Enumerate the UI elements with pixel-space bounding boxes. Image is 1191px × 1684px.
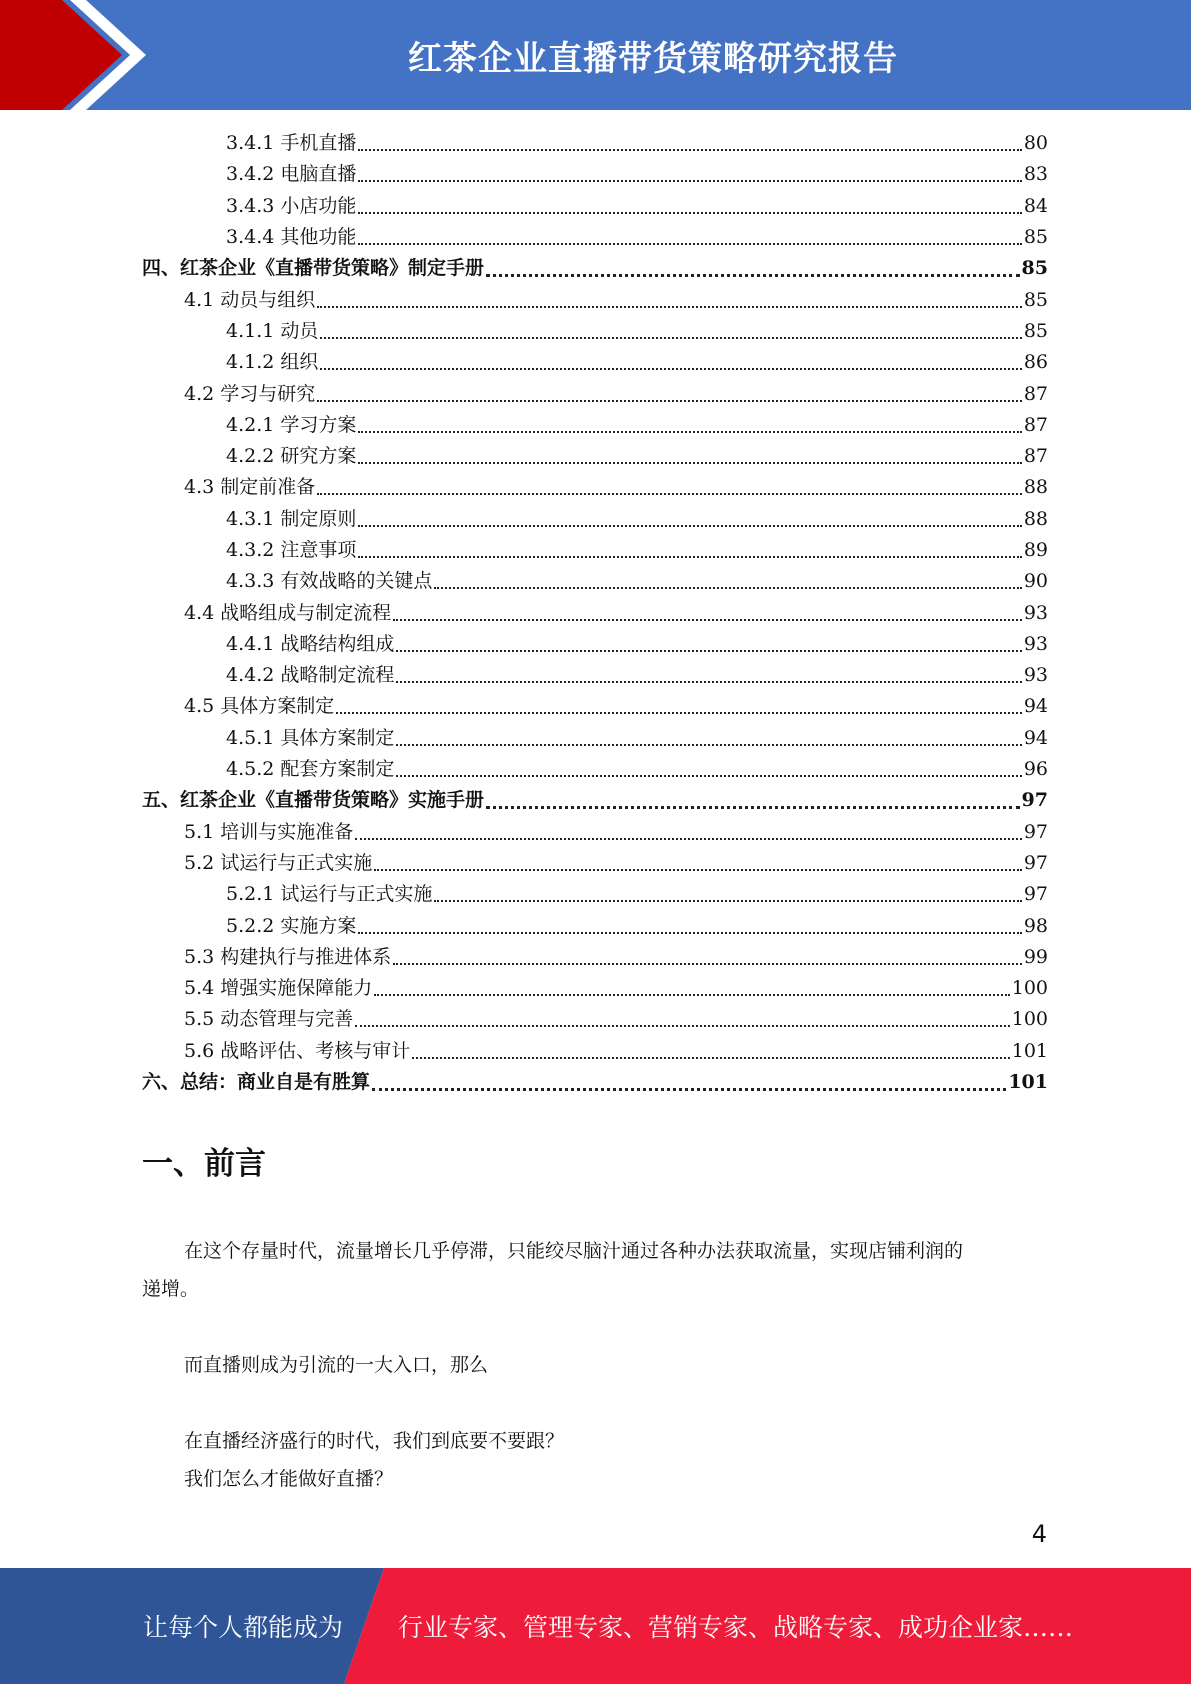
toc-leader-dots (434, 568, 1021, 589)
toc-entry-label: 4.2.2 研究方案 (226, 445, 357, 468)
toc-entry[interactable] (142, 128, 1048, 159)
toc-entry[interactable] (142, 535, 1048, 566)
header-title: 红茶企业直播带货策略研究报告 (408, 38, 898, 79)
paragraph-2-text: 而直播则成为引流的一大入口，那么 (184, 1354, 489, 1376)
toc-leader-dots (317, 287, 1022, 308)
toc-entry[interactable] (142, 1067, 1048, 1098)
toc-leader-dots (358, 537, 1021, 558)
toc-entry-label: 4.1.2 组织 (226, 351, 319, 374)
toc-entry-label: 5.2.1 试运行与正式实施 (226, 883, 433, 906)
toc-entry-label: 5.5 动态管理与完善 (184, 1008, 354, 1031)
toc-entry-page: 80 (1023, 132, 1048, 155)
toc-entry-page: 97 (1023, 883, 1048, 906)
page-header (0, 0, 1191, 110)
toc-entry-label: 4.3 制定前准备 (184, 476, 316, 499)
toc-entry-label: 4.1 动员与组织 (184, 288, 316, 311)
toc-entry[interactable] (142, 504, 1048, 535)
toc-entry-page: 89 (1023, 539, 1048, 561)
toc-leader-dots (412, 1038, 1009, 1059)
toc-entry-page: 100 (1011, 1008, 1048, 1031)
toc-entry-label: 五、红茶企业《直播带货策略》实施手册 (142, 789, 485, 812)
toc-entry-label: 4.3.1 制定原则 (226, 507, 357, 530)
toc-entry[interactable] (142, 879, 1048, 910)
toc-entry[interactable] (142, 817, 1048, 848)
footer-slogan-left: 让每个人都能成为 (143, 1613, 344, 1642)
paragraph-1 (142, 1232, 1048, 1308)
toc-entry[interactable] (142, 848, 1048, 879)
toc-entry-page: 87 (1023, 413, 1048, 436)
toc-entry[interactable] (142, 472, 1048, 503)
paragraph-2 (142, 1346, 1048, 1384)
toc-entry-page: 101 (1008, 1071, 1048, 1094)
toc-leader-dots (372, 1069, 1006, 1091)
toc-leader-dots (358, 443, 1021, 464)
toc-entry-page: 87 (1023, 382, 1048, 405)
toc-entry-label: 3.4.4 其他功能 (226, 226, 357, 249)
toc-leader-dots (396, 725, 1021, 746)
toc-entry-page: 85 (1023, 319, 1048, 342)
toc-entry-label: 4.5.1 具体方案制定 (226, 726, 395, 749)
toc-entry[interactable] (142, 316, 1048, 347)
toc-leader-dots (358, 224, 1021, 245)
toc-leader-dots (358, 506, 1021, 527)
toc-entry-page: 99 (1023, 945, 1048, 968)
toc-entry[interactable] (142, 347, 1048, 378)
toc-entry-label: 3.4.3 小店功能 (226, 194, 357, 217)
paragraph-1-line-2: 递增。 (142, 1278, 200, 1300)
toc-entry-label: 四、红茶企业《直播带货策略》制定手册 (142, 257, 485, 280)
toc-entry-page: 85 (1023, 226, 1048, 249)
toc-leader-dots (358, 412, 1021, 433)
toc-leader-dots (317, 381, 1022, 402)
toc-entry-label: 3.4.2 电脑直播 (226, 163, 357, 186)
toc-entry[interactable] (142, 910, 1048, 941)
toc-entry[interactable] (142, 723, 1048, 754)
toc-entry-page: 86 (1023, 351, 1048, 374)
toc-leader-dots (355, 1006, 1009, 1027)
toc-entry[interactable] (142, 378, 1048, 409)
toc-entry-label: 5.2.2 实施方案 (226, 914, 357, 937)
toc-entry-page: 87 (1023, 445, 1048, 468)
toc-entry-label: 4.5.2 配套方案制定 (226, 758, 395, 781)
toc-leader-dots (393, 600, 1022, 621)
toc-entry-label: 4.2.1 学习方案 (226, 413, 357, 436)
toc-entry[interactable] (142, 660, 1048, 691)
toc-entry[interactable] (142, 410, 1048, 441)
toc-entry[interactable] (142, 1004, 1048, 1035)
toc-leader-dots (320, 318, 1021, 339)
toc-leader-dots (355, 819, 1022, 840)
toc-leader-dots (486, 255, 1020, 277)
toc-entry-label: 5.4 增强实施保障能力 (184, 977, 373, 1000)
footer-slogan-right: 行业专家、管理专家、营销专家、战略专家、成功企业家…… (398, 1613, 1074, 1642)
toc-entry[interactable] (142, 441, 1048, 472)
toc-leader-dots (396, 662, 1021, 683)
paragraph-3 (142, 1422, 1048, 1498)
paragraph-3-text: 在直播经济盛行的时代，我们到底要不要跟？ (184, 1430, 565, 1452)
toc-leader-dots (320, 349, 1021, 370)
paragraph-4-text: 我们怎么才能做好直播？ (184, 1468, 394, 1490)
toc-entry-page: 101 (1011, 1039, 1048, 1062)
toc-leader-dots (358, 913, 1021, 934)
toc-entry-label: 5.6 战略评估、考核与审计 (184, 1039, 411, 1062)
toc-entry-page: 83 (1023, 163, 1048, 186)
toc-leader-dots (486, 787, 1020, 809)
toc-entry[interactable] (142, 222, 1048, 253)
toc-entry[interactable] (142, 785, 1048, 816)
toc-entry-label: 六、总结：商业自是有胜算 (142, 1071, 371, 1094)
toc-entry[interactable] (142, 1036, 1048, 1067)
toc-entry-page: 94 (1023, 726, 1048, 749)
toc-entry[interactable] (142, 629, 1048, 660)
paragraph-1-line-1: 在这个存量时代，流量增长几乎停滞，只能绞尽脑汁通过各种办法获取流量，实现店铺利润的 (184, 1240, 964, 1262)
toc-entry[interactable] (142, 754, 1048, 785)
toc-leader-dots (336, 693, 1022, 714)
toc-entry[interactable] (142, 284, 1048, 315)
toc-leader-dots (317, 474, 1022, 495)
toc-entry-label: 4.4 战略组成与制定流程 (184, 601, 392, 624)
toc-entry-page: 85 (1021, 257, 1048, 280)
toc-entry-label: 5.3 构建执行与推进体系 (184, 945, 392, 968)
toc-entry-label: 3.4.1 手机直播 (226, 132, 357, 155)
toc-leader-dots (358, 193, 1021, 214)
toc-entry-page: 100 (1011, 977, 1048, 1000)
toc-entry-page: 84 (1023, 194, 1048, 217)
toc-entry-page: 88 (1023, 507, 1048, 530)
toc-entry-page: 88 (1023, 476, 1048, 499)
toc-entry-label: 4.1.1 动员 (226, 319, 319, 342)
toc-entry[interactable] (142, 253, 1048, 284)
toc-entry[interactable] (142, 191, 1048, 222)
toc-entry-label: 4.3.2 注意事项 (226, 539, 357, 561)
toc-leader-dots (358, 161, 1021, 182)
toc-entry-label: 5.2 试运行与正式实施 (184, 851, 373, 874)
toc-entry[interactable] (142, 691, 1048, 722)
page-footer (0, 1568, 1191, 1684)
section-heading: 一、前言 (142, 1146, 266, 1182)
toc-leader-dots (374, 975, 1009, 996)
toc-entry-label: 4.2 学习与研究 (184, 382, 316, 405)
toc-leader-dots (393, 944, 1022, 965)
toc-entry-page: 94 (1023, 695, 1048, 718)
toc-entry[interactable] (142, 566, 1048, 597)
toc-leader-dots (396, 756, 1021, 777)
toc-entry-page: 97 (1023, 851, 1048, 874)
toc-entry-page: 93 (1023, 664, 1048, 687)
toc-entry-page: 93 (1023, 632, 1048, 655)
header-chevron-decoration (0, 0, 150, 110)
toc-entry[interactable] (142, 597, 1048, 628)
toc-entry-page: 97 (1021, 789, 1048, 812)
toc-entry[interactable] (142, 159, 1048, 190)
toc-entry-page: 85 (1023, 288, 1048, 311)
toc-leader-dots (396, 631, 1021, 652)
toc-entry-label: 4.4.1 战略结构组成 (226, 632, 395, 655)
toc-entry-label: 5.1 培训与实施准备 (184, 820, 354, 843)
toc-entry-label: 4.3.3 有效战略的关键点 (226, 570, 433, 593)
toc-leader-dots (434, 881, 1021, 902)
toc-entry-label: 4.4.2 战略制定流程 (226, 664, 395, 687)
toc-leader-dots (358, 130, 1021, 151)
toc-entry-label: 4.5 具体方案制定 (184, 695, 335, 718)
toc-entry[interactable] (142, 942, 1048, 973)
toc-entry-page: 90 (1023, 570, 1048, 593)
toc-leader-dots (374, 850, 1022, 871)
toc-entry-page: 96 (1023, 758, 1048, 781)
table-of-contents (142, 128, 1048, 1098)
toc-entry[interactable] (142, 973, 1048, 1004)
toc-entry-page: 97 (1023, 820, 1048, 843)
toc-entry-page: 98 (1023, 914, 1048, 937)
toc-entry-page: 93 (1023, 601, 1048, 624)
page-number: 4 (1031, 1520, 1047, 1548)
